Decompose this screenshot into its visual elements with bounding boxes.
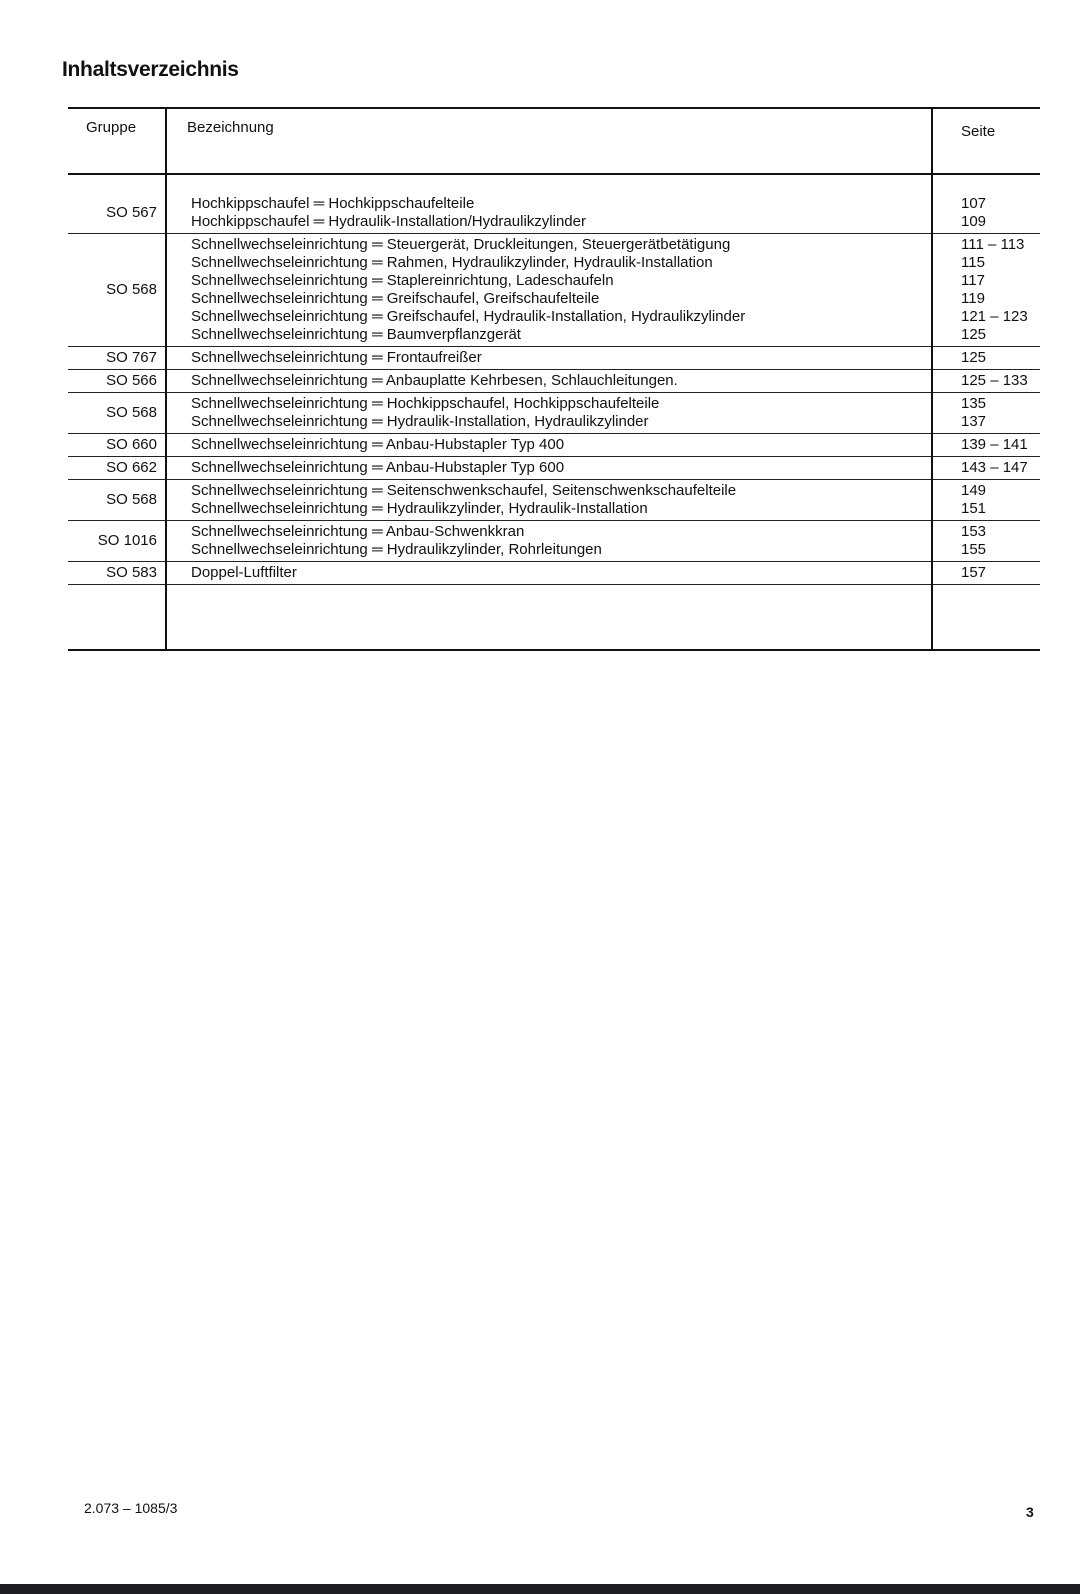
group-code: SO 767 — [68, 347, 166, 370]
page-reference: 135 — [961, 395, 987, 412]
group-code: SO 568 — [68, 480, 166, 521]
page-reference: 121 – 123 — [961, 308, 1028, 325]
page-reference: 109 — [961, 213, 987, 230]
toc-row — [68, 480, 1040, 521]
toc-row — [68, 562, 1040, 585]
entry-description: Schnellwechseleinrichtung ═ Hydraulik-Installation, Hydraulikzylinder — [191, 413, 649, 430]
toc-row — [68, 521, 1040, 562]
entry-descriptions — [166, 562, 932, 585]
entry-description: Doppel-Luftfilter — [191, 564, 297, 581]
page-reference: 157 — [961, 564, 987, 581]
entry-descriptions — [166, 480, 932, 521]
entry-descriptions — [166, 174, 932, 234]
group-code: SO 660 — [68, 434, 166, 457]
entry-description: Schnellwechseleinrichtung ═ Baumverpflanzgerät — [191, 326, 521, 343]
group-code: SO 568 — [68, 234, 166, 347]
group-code: SO 583 — [68, 562, 166, 585]
group-code: SO 567 — [68, 174, 166, 234]
header-description: Bezeichnung — [166, 108, 932, 174]
group-code: SO 568 — [68, 393, 166, 434]
page-reference: 125 — [961, 326, 987, 343]
entry-description: Hochkippschaufel ═ Hochkippschaufelteile — [191, 195, 475, 212]
blank-cell — [166, 585, 932, 651]
page-title: Inhaltsverzeichnis — [62, 58, 239, 81]
toc-header-row — [68, 108, 1040, 174]
entry-description: Schnellwechseleinrichtung ═ Hydraulikzylinder, Hydraulik-Installation — [191, 500, 648, 517]
entry-pages — [932, 480, 1040, 521]
page-reference: 155 — [961, 541, 987, 558]
document-code: 2.073 – 1085/3 — [84, 1500, 178, 1516]
entry-description: Schnellwechseleinrichtung ═ Steuergerät, Druckleitungen, Steuergerätbetätigung — [191, 236, 731, 253]
entry-description: Schnellwechseleinrichtung ═ Anbau-Hubstapler Typ 600 — [191, 459, 565, 476]
entry-description: Schnellwechseleinrichtung ═ Greifschaufel, Hydraulik-Installation, Hydraulikzylinder — [191, 308, 746, 325]
group-code: SO 566 — [68, 370, 166, 393]
entry-pages — [932, 562, 1040, 585]
page-reference: 107 — [961, 195, 987, 212]
page-reference: 115 — [961, 254, 985, 271]
entry-descriptions — [166, 434, 932, 457]
entry-descriptions — [166, 457, 932, 480]
blank-cell — [932, 585, 1040, 651]
entry-descriptions — [166, 521, 932, 562]
entry-description: Schnellwechseleinrichtung ═ Greifschaufel, Greifschaufelteile — [191, 290, 600, 307]
page-reference: 143 – 147 — [961, 459, 1028, 476]
entry-description: Hochkippschaufel ═ Hydraulik-Installation/Hydraulikzylinder — [191, 213, 586, 230]
entry-descriptions — [166, 370, 932, 393]
entry-description: Schnellwechseleinrichtung ═ Hochkippschaufel, Hochkippschaufelteile — [191, 395, 660, 412]
page-reference: 125 – 133 — [961, 372, 1028, 389]
entry-description: Schnellwechseleinrichtung ═ Staplereinrichtung, Ladeschaufeln — [191, 272, 614, 289]
entry-descriptions — [166, 347, 932, 370]
toc-row — [68, 347, 1040, 370]
page-reference: 153 — [961, 523, 987, 540]
blank-cell — [68, 585, 166, 651]
page-reference: 151 — [961, 500, 987, 517]
entry-pages — [932, 457, 1040, 480]
entry-pages — [932, 370, 1040, 393]
entry-descriptions — [166, 234, 932, 347]
bottom-bar — [0, 1584, 1080, 1594]
page-reference: 117 — [961, 272, 985, 289]
entry-description: Schnellwechseleinrichtung ═ Frontaufreißer — [191, 349, 482, 366]
entry-pages — [932, 347, 1040, 370]
page-reference: 149 — [961, 482, 987, 499]
toc-row — [68, 174, 1040, 234]
entry-descriptions — [166, 393, 932, 434]
entry-description: Schnellwechseleinrichtung ═ Hydraulikzylinder, Rohrleitungen — [191, 541, 602, 558]
toc-row — [68, 457, 1040, 480]
page-number: 3 — [1026, 1504, 1034, 1520]
entry-pages — [932, 234, 1040, 347]
toc-row — [68, 370, 1040, 393]
entry-pages — [932, 393, 1040, 434]
entry-description: Schnellwechseleinrichtung ═ Anbauplatte Kehrbesen, Schlauchleitungen. — [191, 372, 678, 389]
entry-pages — [932, 521, 1040, 562]
page-reference: 111 – 113 — [961, 236, 1025, 253]
group-code: SO 662 — [68, 457, 166, 480]
toc-row — [68, 434, 1040, 457]
entry-description: Schnellwechseleinrichtung ═ Seitenschwenkschaufel, Seitenschwenkschaufelteile — [191, 482, 737, 499]
page-reference: 139 – 141 — [961, 436, 1028, 453]
blank-row — [68, 585, 1040, 651]
group-code: SO 1016 — [68, 521, 166, 562]
entry-description: Schnellwechseleinrichtung ═ Anbau-Hubstapler Typ 400 — [191, 436, 565, 453]
page-reference: 119 — [961, 290, 985, 307]
entry-description: Schnellwechseleinrichtung ═ Rahmen, Hydraulikzylinder, Hydraulik-Installation — [191, 254, 713, 271]
entry-description: Schnellwechseleinrichtung ═ Anbau-Schwenkkran — [191, 523, 525, 540]
toc-row — [68, 393, 1040, 434]
toc-table — [68, 107, 1040, 651]
toc-body — [68, 174, 1040, 650]
header-page: Seite — [932, 108, 1040, 174]
entry-pages — [932, 174, 1040, 234]
header-group: Gruppe — [68, 108, 166, 174]
entry-pages — [932, 434, 1040, 457]
toc-row — [68, 234, 1040, 347]
page-reference: 137 — [961, 413, 987, 430]
page-reference: 125 — [961, 349, 987, 366]
